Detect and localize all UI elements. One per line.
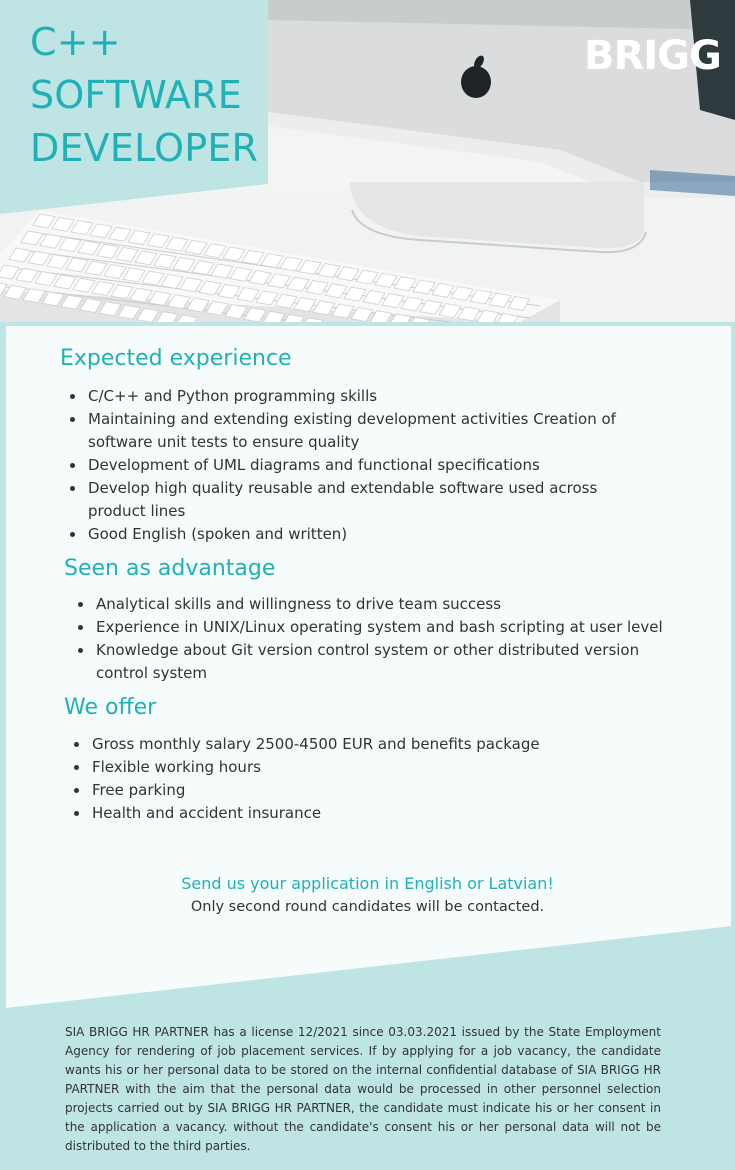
list-item: Develop high quality reusable and extendable software used across product lines <box>68 477 648 523</box>
list-item: Good English (spoken and written) <box>68 523 648 546</box>
list-item: Gross monthly salary 2500-4500 EUR and benefits package <box>72 733 652 756</box>
hero-photo <box>0 0 735 322</box>
job-title-line: C++ <box>30 20 121 64</box>
list-item: Free parking <box>72 779 652 802</box>
job-title-line: DEVELOPER <box>30 126 259 170</box>
job-title-line: SOFTWARE <box>30 73 242 117</box>
call-to-action <box>0 872 735 918</box>
list-item: Analytical skills and willingness to drive team success <box>76 593 676 616</box>
brigg-logo: BRIGG <box>584 33 721 79</box>
legal-disclaimer: SIA BRIGG HR PARTNER has a license 12/2021 since 03.03.2021 issued by the State Employment Agency for rendering of job placement services. If by applying for a job vacancy, the candidate wants his or her personal data to be stored on the internal confidential database of SIA BRIGG HR PARTNER with the aim that the personal data would be processed in other personnel selection projects carried out by SIA BRIGG HR PARTNER, the candidate must indicate his or her consent in the application a vacancy. without the candidate's consent his or her personal data will not be distributed to the third parties. <box>65 1025 661 1153</box>
list-item: Experience in UNIX/Linux operating system and bash scripting at user level <box>76 616 676 639</box>
list-item: Development of UML diagrams and functional specifications <box>68 454 648 477</box>
section-title-expected-experience: Expected experience <box>60 346 292 371</box>
list-item: Maintaining and extending existing development activities Creation of software unit tests to ensure quality <box>68 408 648 454</box>
advantage-list <box>76 593 676 685</box>
expected-experience-list <box>68 385 648 546</box>
list-item: Health and accident insurance <box>72 802 652 825</box>
section-title-seen-as-advantage: Seen as advantage <box>64 556 276 581</box>
list-item: Flexible working hours <box>72 756 652 779</box>
cta-sub-text: Only second round candidates will be contacted. <box>190 899 545 915</box>
list-item: C/C++ and Python programming skills <box>68 385 648 408</box>
section-title-we-offer: We offer <box>64 695 157 720</box>
list-item: Knowledge about Git version control system or other distributed version control system <box>76 639 676 685</box>
cta-main-text: Send us your application in English or Latvian! <box>181 874 554 893</box>
job-title <box>30 16 258 175</box>
offer-list <box>72 733 652 825</box>
